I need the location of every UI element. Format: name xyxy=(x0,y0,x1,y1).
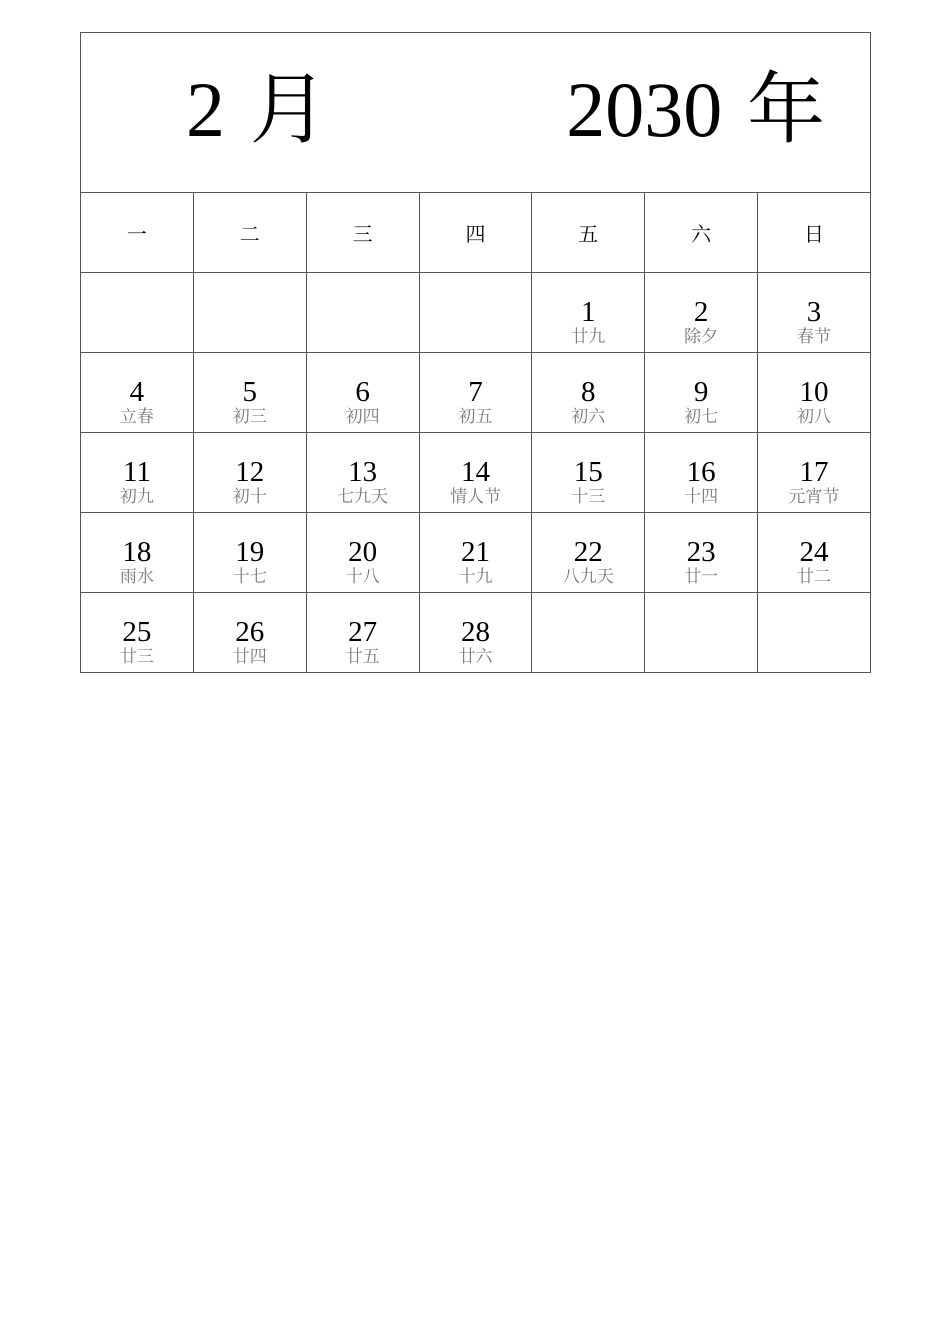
day-number: 15 xyxy=(573,456,603,488)
lunar-date: 元宵节 xyxy=(788,487,840,507)
day-number: 12 xyxy=(235,456,265,488)
day-number: 16 xyxy=(686,456,716,488)
day-cell xyxy=(81,513,194,593)
day-number: 24 xyxy=(799,536,829,568)
lunar-date: 廿九 xyxy=(571,327,606,347)
calendar-grid xyxy=(80,32,871,673)
day-number: 28 xyxy=(460,616,490,648)
empty-day-cell xyxy=(532,593,645,673)
day-cell xyxy=(81,433,194,513)
weekday-tue: 二 xyxy=(193,193,306,273)
day-cell xyxy=(532,513,645,593)
day-cell xyxy=(306,513,419,593)
lunar-date: 八九天 xyxy=(562,567,614,587)
day-number: 10 xyxy=(799,376,829,408)
lunar-date: 十四 xyxy=(684,487,719,507)
lunar-date: 廿三 xyxy=(119,647,154,667)
empty-day-cell xyxy=(758,593,871,673)
lunar-date: 十七 xyxy=(232,567,267,587)
day-number: 1 xyxy=(581,296,596,328)
day-number: 26 xyxy=(235,616,265,648)
lunar-date: 初十 xyxy=(232,487,267,507)
day-cell xyxy=(532,353,645,433)
lunar-date: 廿五 xyxy=(345,647,380,667)
calendar-weeks xyxy=(81,273,871,673)
day-number: 22 xyxy=(573,536,603,568)
empty-day-cell xyxy=(419,273,532,353)
day-cell xyxy=(193,433,306,513)
day-number: 13 xyxy=(348,456,378,488)
day-cell xyxy=(645,273,758,353)
day-cell xyxy=(758,353,871,433)
day-cell xyxy=(645,513,758,593)
day-cell xyxy=(306,433,419,513)
day-cell xyxy=(758,513,871,593)
day-number: 14 xyxy=(460,456,490,488)
lunar-date: 十三 xyxy=(571,487,606,507)
month-label: 月 xyxy=(249,65,328,155)
lunar-date: 廿一 xyxy=(684,567,719,587)
lunar-date: 除夕 xyxy=(684,327,719,347)
week-row xyxy=(81,273,871,353)
month-number: 2 xyxy=(186,66,225,153)
day-cell xyxy=(532,273,645,353)
lunar-date: 立春 xyxy=(119,407,154,427)
lunar-date: 初六 xyxy=(571,407,606,427)
weekday-sat: 六 xyxy=(645,193,758,273)
week-row xyxy=(81,513,871,593)
empty-day-cell xyxy=(645,593,758,673)
week-row xyxy=(81,433,871,513)
day-number: 2 xyxy=(693,296,709,328)
lunar-date: 廿二 xyxy=(797,567,832,587)
empty-day-cell xyxy=(193,273,306,353)
day-number: 21 xyxy=(460,536,490,568)
day-number: 17 xyxy=(799,456,829,488)
lunar-date: 雨水 xyxy=(119,567,154,587)
year-label: 年 xyxy=(746,65,825,155)
day-number: 5 xyxy=(242,376,258,408)
lunar-date: 初四 xyxy=(345,407,380,427)
lunar-date: 七九天 xyxy=(337,487,389,507)
lunar-date: 情人节 xyxy=(449,487,501,507)
day-number: 27 xyxy=(348,616,378,648)
weekday-header-row xyxy=(81,193,871,273)
lunar-date: 初八 xyxy=(797,407,832,427)
month-title xyxy=(186,65,328,155)
day-number: 7 xyxy=(468,376,483,408)
calendar-header xyxy=(81,33,871,193)
day-number: 11 xyxy=(122,456,151,488)
day-cell xyxy=(419,353,532,433)
weekday-mon: 一 xyxy=(81,193,194,273)
day-number: 18 xyxy=(122,536,152,568)
day-cell xyxy=(645,433,758,513)
lunar-date: 十九 xyxy=(458,567,493,587)
day-number: 6 xyxy=(355,376,370,408)
day-cell xyxy=(419,513,532,593)
lunar-date: 初七 xyxy=(684,407,719,427)
day-cell xyxy=(758,273,871,353)
day-cell xyxy=(419,433,532,513)
lunar-date: 春节 xyxy=(797,327,832,347)
day-number: 20 xyxy=(348,536,378,568)
day-cell xyxy=(193,513,306,593)
lunar-date: 十八 xyxy=(345,567,380,587)
day-cell xyxy=(758,433,871,513)
empty-day-cell xyxy=(81,273,194,353)
day-number: 25 xyxy=(122,616,152,648)
year-title xyxy=(566,65,825,155)
day-number: 19 xyxy=(235,536,265,568)
empty-day-cell xyxy=(306,273,419,353)
day-cell xyxy=(81,593,194,673)
day-number: 4 xyxy=(129,376,145,408)
day-cell xyxy=(81,353,194,433)
week-row xyxy=(81,353,871,433)
lunar-date: 廿六 xyxy=(458,647,493,667)
lunar-date: 初三 xyxy=(232,407,267,427)
day-cell xyxy=(645,353,758,433)
day-cell xyxy=(193,353,306,433)
day-cell xyxy=(306,353,419,433)
day-cell xyxy=(306,593,419,673)
day-cell xyxy=(419,593,532,673)
day-cell xyxy=(532,433,645,513)
day-number: 23 xyxy=(686,536,716,568)
weekday-sun: 日 xyxy=(758,193,871,273)
weekday-thu: 四 xyxy=(419,193,532,273)
day-number: 8 xyxy=(581,376,596,408)
lunar-date: 廿四 xyxy=(232,647,267,667)
day-number: 9 xyxy=(693,376,709,408)
year-number: 2030 xyxy=(566,66,723,153)
day-cell xyxy=(193,593,306,673)
weekday-wed: 三 xyxy=(306,193,419,273)
weekday-fri: 五 xyxy=(532,193,645,273)
lunar-date: 初九 xyxy=(119,487,154,507)
lunar-date: 初五 xyxy=(458,407,493,427)
week-row xyxy=(81,593,871,673)
day-number: 3 xyxy=(806,296,822,328)
